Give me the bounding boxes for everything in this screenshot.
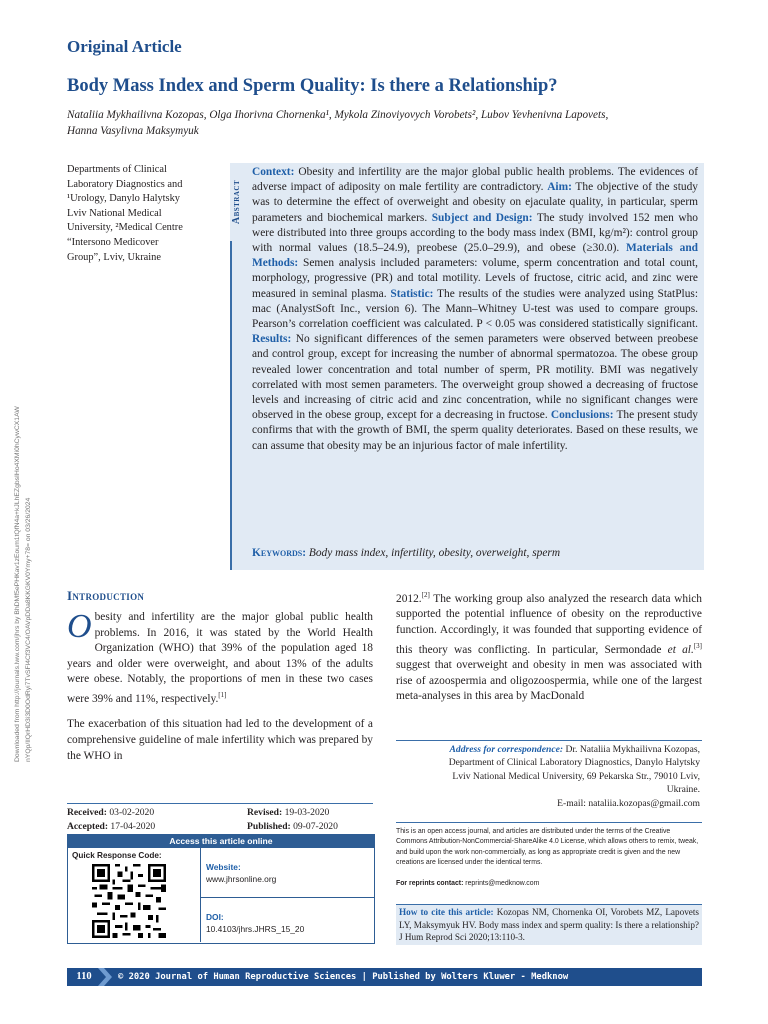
access-divider [200,848,201,942]
page-number: 110 [76,971,92,982]
received-label: Received: [67,807,107,818]
citation-text [399,906,699,944]
qr-label: Quick Response Code: [72,851,162,860]
statistic-label: Statistic: [390,287,434,300]
abstract-label [230,163,248,241]
qr-code-icon[interactable] [92,864,166,938]
accepted-label: Accepted: [67,820,109,832]
website-label: Website: [206,862,241,872]
aim-text: The objective of the study was to determine the effect of overweight and obesity on ejaculate quality, in particular, sperm parameters and biochemical markers. [252,181,698,224]
access-header: Access this article online [67,834,375,848]
received-date: 03-02-2020 [106,807,155,818]
doi-link[interactable]: 10.4103/jhrs.JHRS_15_20 [206,924,305,934]
chevron-right-icon [98,968,112,986]
revised-date: 19-03-2020 [282,807,330,818]
affiliation-line: ¹Urology, Danylo Halytsky [67,193,180,205]
drop-cap: O [67,608,92,645]
article-dates [67,803,373,833]
download-watermark-line-1: Downloaded from http://journals.lww.com/jhrs by BhDMf5ePHKav1zEoum1tQfN4a+kJLhEZgbsIHo4XMi0hCywCX1AW [14,406,21,762]
correspondence-label: Address for correspondence: [449,744,564,755]
correspondence-line: Dr. Nataliia Mykhailivna Kozopas, [563,744,700,755]
website-link[interactable]: www.jhrsonline.org [206,874,277,884]
intro-paragraph-1: besity and infertility are the major global public health problems. In 2016, it was stated by the World Health Organization (WHO) that 39% of the population aged 18 years and older were overweight, and about 13% of the adults were obese. Notably, the proportions of men in these two cases were 39% and 11%, respectively. [67,611,373,705]
aim-label: Aim: [547,181,572,194]
conclusions-text: The present study confirms that with the growth of BMI, the sperm quality deteriorates. Based on these results, we can assume that obesity may be an injurious factor of male infertility. [252,409,699,452]
results-text: No significant differences of the semen parameters were observed between preobese and control group, except for increasing the number of abnormal spermatozoa. The obese group revealed lower concentration and total number of sperm, PR motility. BMI was negatively correlated with most semen parameters. The overweight group showed a decreasing of fructose levels and increasing of citric acid and zinc concentration, while no significant changes were observed in the obese group, except for a decreasing in fructose. [252,333,698,422]
doi-label: DOI: [206,912,224,922]
correspondence-email[interactable]: E-mail: nataliia.kozopas@gmail.com [557,797,700,809]
body-column-right [396,588,702,705]
introduction-heading: Introduction [67,588,145,603]
affiliation-line: University, ²Medical Centre [67,222,183,234]
reprints-label: For reprints contact: [396,880,464,887]
correspondence-text [398,743,700,810]
statistic-text: The results of the studies were analyzed using StatPlus: mac (AnalystSoft Inc., version 6). The Mann–Whitney U-test was used to compare groups. Pearson’s correlation coefficient was calculated. P < 0.05 was considered statistically significant. [252,287,698,331]
results-label: Results: [252,333,292,346]
authors-line-2: Hanna Vasylivna Maksymyuk [67,125,199,137]
citation-label: How to cite this article: [399,907,494,917]
published-date: 09-07-2020 [290,820,338,832]
col2-text-3: suggest that overweight and obesity in men was associated with rise of azoospermia and oligozoospermia, while one of the largest meta-analyses in this area by MacDonald [396,658,702,703]
affiliation-line: Lviv National Medical [67,207,162,219]
conclusions-label: Conclusions: [550,409,614,422]
methods-text: Semen analysis included parameters: volume, sperm concentration and total count, morphology, progressive (PR) and total motility. Levels of fructose, citric acid, and zinc were measured in seminal plasma. [252,257,698,300]
published-label: Published: [247,820,291,832]
reference-link[interactable]: [3] [693,641,702,650]
footer-text: © 2020 Journal of Human Reproductive Sciences | Published by Wolters Kluwer - Medknow [118,972,569,982]
context-text: Obesity and infertility are the major global public health problems. The evidences of adverse impact of adiposity on male fertility are contradictory. [252,166,698,194]
affiliation-line: “Intersono Medicover [67,236,159,248]
affiliation-line: Departments of Clinical [67,164,167,175]
article-type: Original Article [67,37,182,56]
abstract-label-text: Abstract [231,179,242,225]
reference-link[interactable]: [2] [421,591,430,599]
correspondence-line: Ukraine. [666,784,700,796]
correspondence-line: Lviv National Medical University, 69 Pekarska Str., 79010 Lviv, [452,770,700,782]
authors-line-1: Nataliia Mykhailivna Kozopas, Olga Ihorivna Chornenka¹, Mykola Zinoviyovych Vorobets², Lubov Yevhenivna Lapovets, [67,109,609,121]
website-block [206,861,276,885]
doi-block [206,911,304,935]
affiliation-line: Group”, Lviv, Ukraine [67,251,161,263]
reprints-contact [396,880,702,887]
keywords [252,546,698,561]
author-list [67,107,697,139]
keywords-text: Body mass index, infertility, obesity, overweight, sperm [308,547,561,559]
affiliation-line: Laboratory Diagnostics and [67,178,183,190]
reference-link[interactable]: [1] [218,690,227,699]
affiliations [67,163,217,265]
body-column-left [67,610,373,774]
page-title: Body Mass Index and Sperm Quality: Is there a Relationship? [67,76,558,96]
accepted-date: 17-04-2020 [108,820,156,832]
intro-paragraph-2: The exacerbation of this situation had led to the development of a comprehensive guideline of male infertility which was prepared by the WHO in [67,718,373,762]
design-text: The study involved 152 men who were distributed into three groups according to the body mass index (BMI, kg/m²): control group with normal values (18.5–24.9), preobese (25.0–29.9), and obese (≥30.0). [252,211,698,255]
correspondence-line: Department of Clinical Laboratory Diagnostics, Danylo Halytsky [448,757,700,769]
abstract-text [252,165,698,454]
revised-label: Revised: [247,807,283,818]
download-watermark [12,172,40,762]
col2-etal: et al. [667,643,694,656]
keywords-label: Keywords: [252,547,306,559]
citation-body: Kozopas NM, Chornenka OI, Vorobets MZ, Lapovets LY, Maksymyuk HV. Body mass index and sperm quality: Is there a relationship? J Hum Reprod Sci 2020;13:110-3. [399,907,699,943]
access-divider [200,897,375,898]
methods-label: Materials and Methods: [252,242,698,270]
design-label: Subject and Design: [431,211,533,224]
license-text: This is an open access journal, and articles are distributed under the terms of the Creative Commons Attribution-NonCommercial-ShareAlike 4.0 License, which allows others to remix, tweak, and build upon the work non-commercially, as long as appropriate credit is given and the new creations are licensed under the identical terms. [396,822,702,869]
col2-text-2: The working group also analyzed the research data which supported the potential influence of obesity on the reproductive function. Accordingly, it was founded that supporting evidence of this theory was conflicting. In particular, Sermondade [396,592,702,656]
reprints-email[interactable]: reprints@medknow.com [463,880,540,887]
context-label: Context: [252,166,295,178]
col2-text-1: 2012. [396,592,422,605]
download-watermark-line-2: nYQp/IlQrHD3i3D0OdRyi7TvSFl4Cf3VC4/OAVpDDa8KKGKV0Ymy+78= on 03/26/2024 [25,497,32,762]
